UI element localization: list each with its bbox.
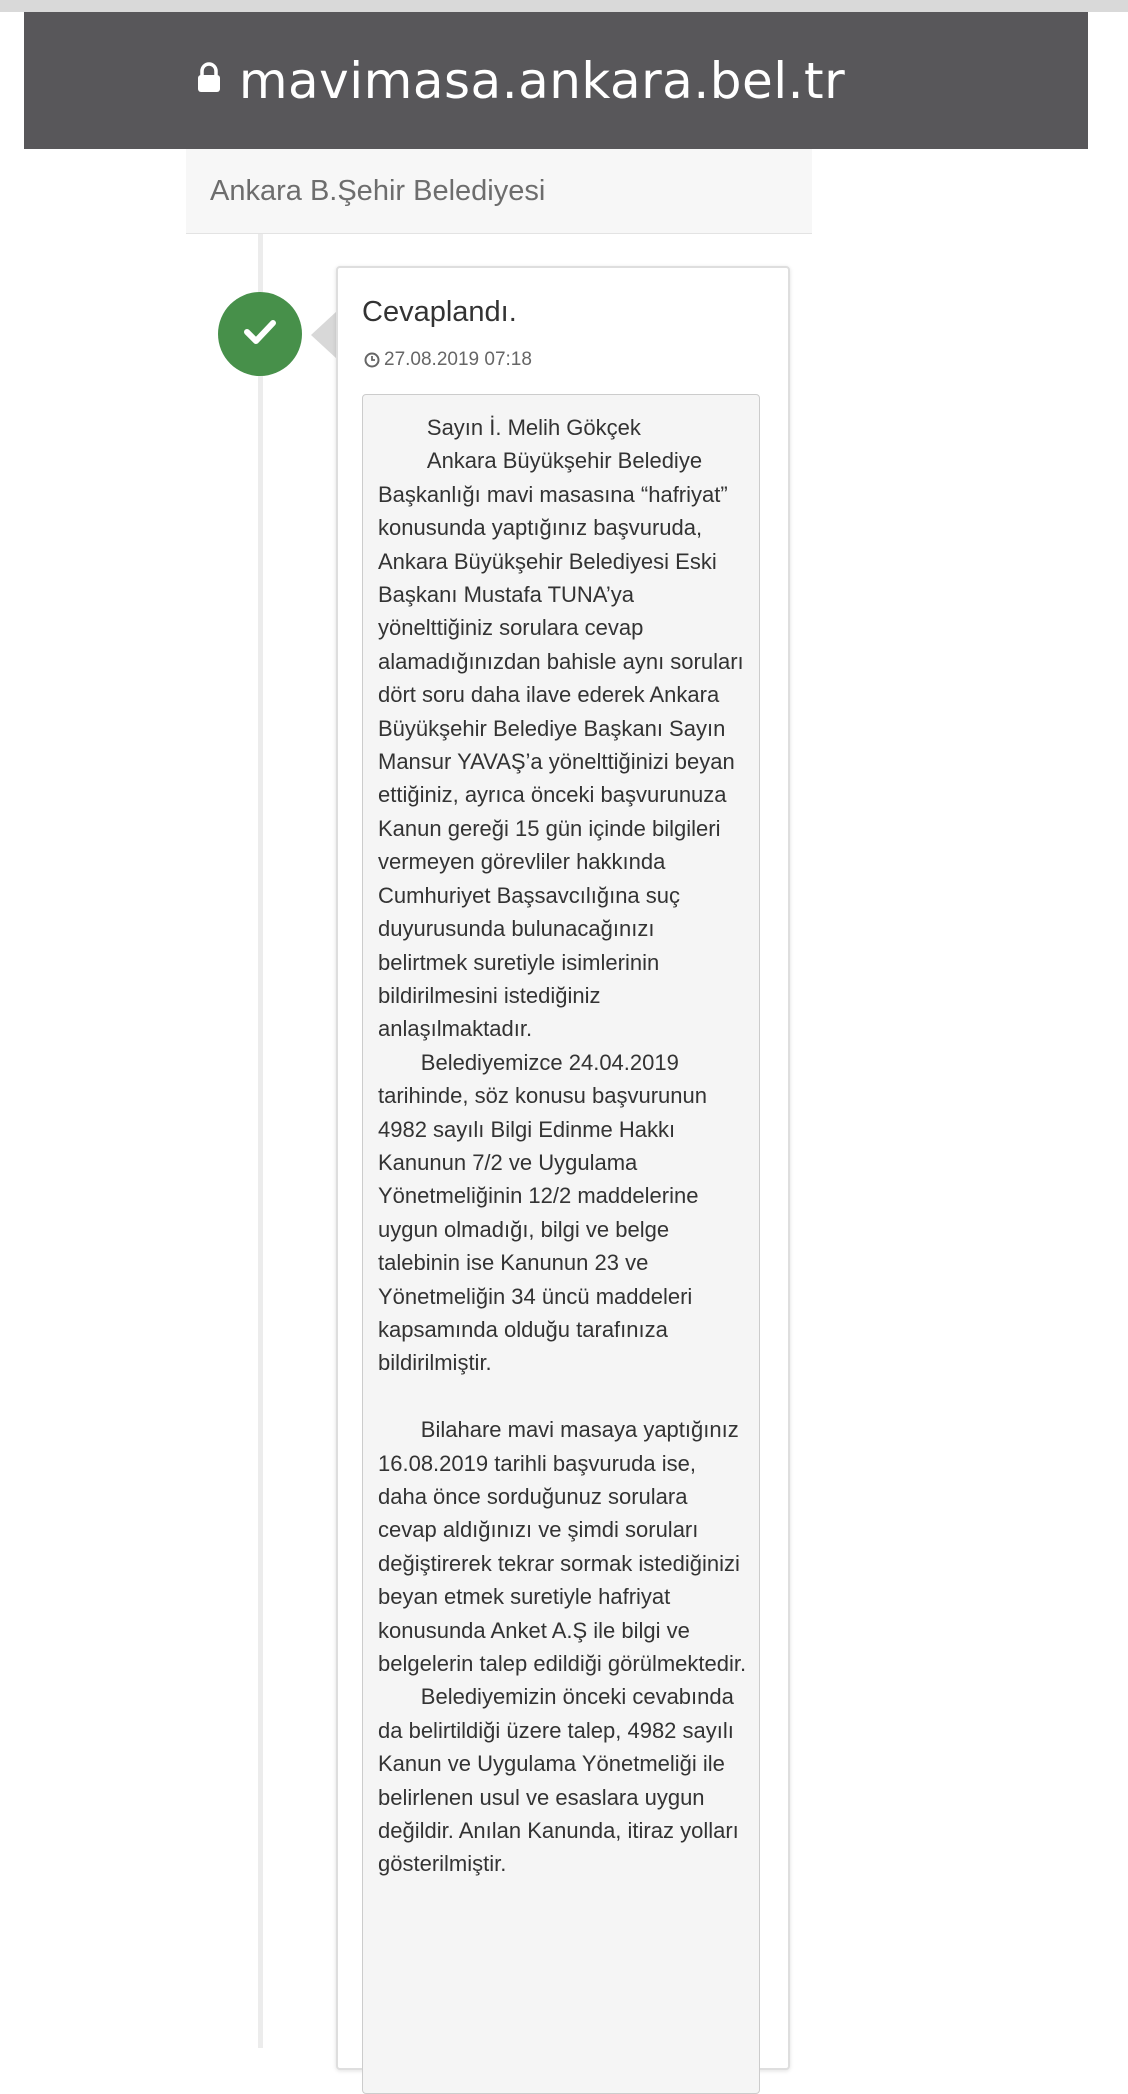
answer-box bbox=[362, 394, 760, 2094]
answer-paragraph: Ankara Büyükşehir Belediye Başkanlığı mavi masasına “hafriyat” konusunda yaptığınız başvuruda, Ankara Büyükşehir Belediyesi Eski Başkanı Mustafa TUNA’ya yönelttiğiniz sorulara cevap alamadığınızdan bahisle aynı soruları dört soru daha ilave ederek Ankara Büyükşehir Belediye Başkanı Sayın Mansur YAVAŞ’a yönelttiğinizi beyan ettiğiniz, ayrıca önceki başvurunuza Kanun gereği 15 gün içinde bilgileri vermeyen görevliler hakkında Cumhuriyet Başsavcılığına suç duyurusunda bulunacağınızı belirtmek suretiyle isimlerinin bildirilmesini istediğiniz anlaşılmaktadır. bbox=[378, 448, 744, 1042]
card-pointer bbox=[311, 311, 337, 359]
answer-paragraph: Bilahare mavi masaya yaptığınız 16.08.2019 tarihli başvuruda ise, daha önce sorduğunuz sorulara cevap aldığınızı ve şimdi soruları değiştirerek tekrar sormak istediğinizi beyan etmek suretiyle hafriyat konusunda Anket A.Ş ile bilgi ve belgelerin talep edildiği görülmektedir. bbox=[378, 1417, 747, 1677]
check-icon bbox=[243, 318, 277, 351]
card-title: Cevaplandı. bbox=[362, 296, 517, 328]
answer-paragraph: Belediyemizce 24.04.2019 tarihinde, söz konusu başvurunun 4982 sayılı Bilgi Edinme Hakkı Kanunun 7/2 ve Uygulama Yönetmeliğinin 12/2 maddelerine uygun olmadığı, bilgi ve belge talebinin ise Kanunun 23 ve Yönetmeliğin 34 üncü maddeleri kapsamında olduğu tarafınıza bildirilmiştir. bbox=[378, 1049, 707, 1376]
url-text: mavimasa.ankara.bel.tr bbox=[238, 51, 846, 110]
timeline-line bbox=[258, 234, 263, 2048]
card-date bbox=[364, 349, 532, 371]
site-header bbox=[186, 149, 812, 234]
answer-paragraph: Belediyemizin önceki cevabında da belirtildiği üzere talep, 4982 sayılı Kanun ve Uygulama Yönetmeliği ile belirlenen usul ve esaslara uygun değildir. Anılan Kanunda, itiraz yolları gösterilmiştir. bbox=[378, 1684, 739, 1877]
status-badge bbox=[218, 292, 302, 376]
answer-text bbox=[378, 411, 749, 1881]
answer-paragraph: Sayın İ. Melih Gökçek bbox=[378, 415, 641, 440]
clock-icon bbox=[364, 352, 380, 368]
lock-icon bbox=[197, 62, 221, 94]
address-bar-content bbox=[197, 52, 845, 110]
address-bar[interactable] bbox=[24, 12, 1088, 149]
site-title[interactable]: Ankara B.Şehir Belediyesi bbox=[210, 174, 546, 207]
top-strip bbox=[0, 0, 1128, 12]
answer-blank-line bbox=[378, 1380, 749, 1413]
card-date-text: 27.08.2019 07:18 bbox=[384, 349, 532, 370]
timeline-card bbox=[336, 266, 790, 2070]
